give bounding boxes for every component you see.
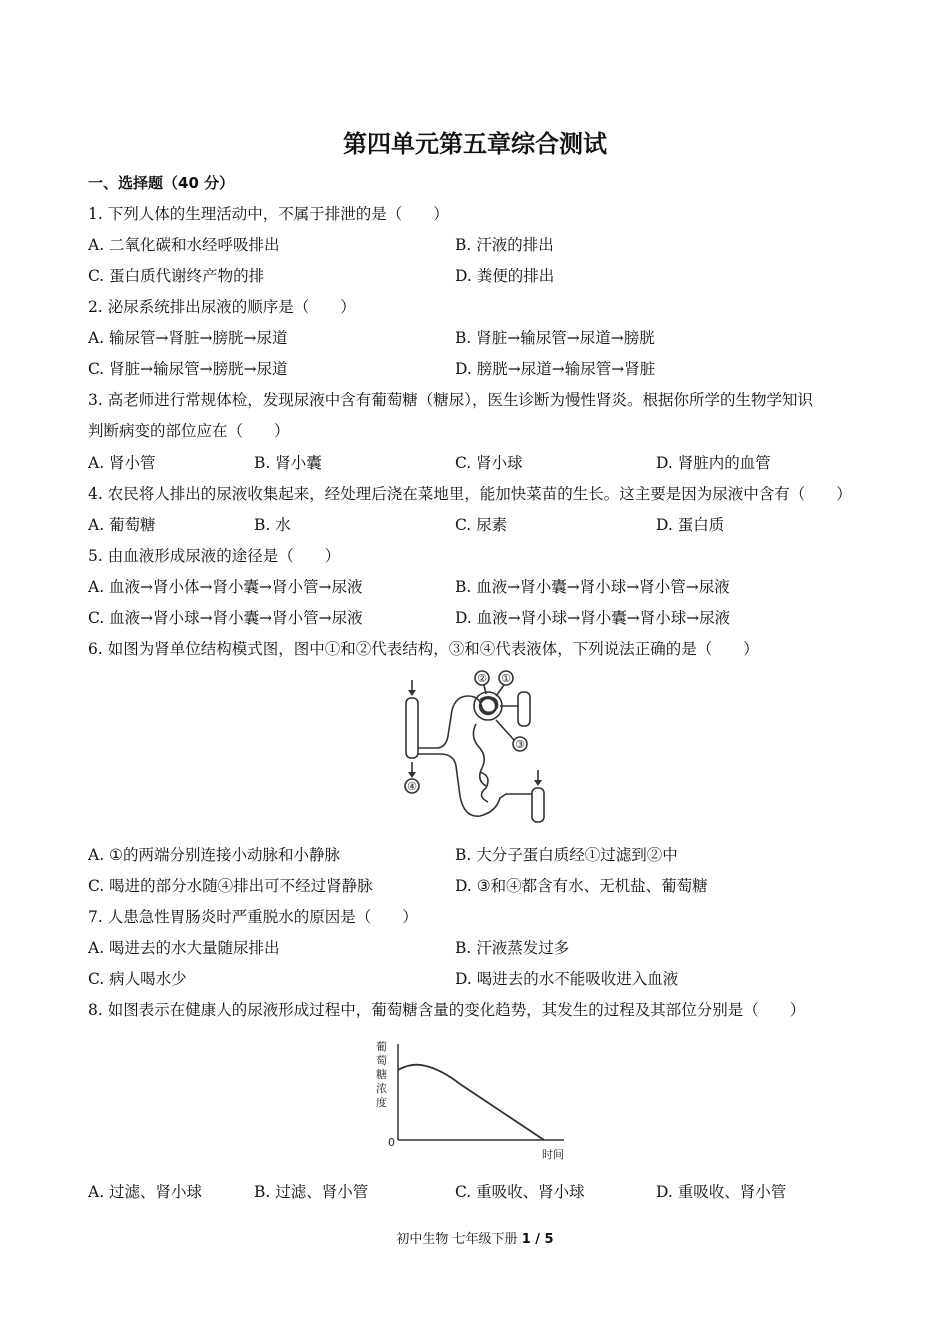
question-2-stem: 2. 泌尿系统排出尿液的顺序是（ ） <box>88 298 356 316</box>
nephron-diagram <box>396 666 556 830</box>
glucose-graph <box>364 1036 584 1166</box>
question-3-stem: 3. 高老师进行常规体检，发现尿液中含有葡萄糖（糖尿），医生诊断为慢性肾炎。根据你所学的生物学知识 <box>88 391 813 409</box>
q3-option-c: C. 肾小球 <box>455 454 523 472</box>
q6-option-d: D. ③和④都含有水、无机盐、葡萄糖 <box>455 877 708 895</box>
question-7-stem: 7. 人患急性胃肠炎时严重脱水的原因是（ ） <box>88 908 418 926</box>
q8-option-a: A. 过滤、肾小球 <box>88 1183 203 1201</box>
q4-option-a: A. 葡萄糖 <box>88 516 156 534</box>
loop-tubule <box>418 754 532 816</box>
graph-origin: 0 <box>388 1136 395 1149</box>
graph-ylabel-char-3: 糖 <box>376 1068 387 1081</box>
q1-option-d: D. 粪便的排出 <box>455 267 555 285</box>
nephron-label-4: ④ <box>407 780 417 793</box>
q2-option-c: C. 肾脏→输尿管→膀胱→尿道 <box>88 360 288 378</box>
graph-xlabel: 时间 <box>542 1148 564 1161</box>
page-number: 1 / 5 <box>521 1232 554 1247</box>
graph-ylabel-char-1: 葡 <box>376 1040 387 1053</box>
q2-option-b: B. 肾脏→输尿管→尿道→膀胱 <box>455 329 655 347</box>
q1-option-c: C. 蛋白质代谢终产物的排 <box>88 267 265 285</box>
q1-option-a: A. 二氧化碳和水经呼吸排出 <box>88 236 280 254</box>
page-footer <box>0 1228 950 1247</box>
q3-option-b: B. 肾小囊 <box>254 454 322 472</box>
question-6-stem: 6. 如图为肾单位结构模式图，图中①和②代表结构，③和④代表液体，下列说法正确的是（ ） <box>88 640 759 658</box>
question-5-stem: 5. 由血液形成尿液的途径是（ ） <box>88 547 341 565</box>
q5-option-a: A. 血液→肾小体→肾小囊→肾小管→尿液 <box>88 578 363 596</box>
q8-option-b: B. 过滤、肾小管 <box>254 1183 369 1201</box>
vein-tube <box>532 788 544 822</box>
q2-option-d: D. 膀胱→尿道→输尿管→肾脏 <box>455 360 656 378</box>
footer-text: 初中生物 七年级下册 <box>396 1232 522 1247</box>
nephron-label-2: ② <box>477 672 487 685</box>
q7-option-d: D. 喝进去的水不能吸收进入血液 <box>455 970 679 988</box>
outflow-arrow-head <box>408 772 416 778</box>
q6-option-c: C. 喝进的部分水随④排出可不经过肾静脉 <box>88 877 373 895</box>
graph-ylabel-char-5: 度 <box>376 1096 387 1109</box>
q4-option-c: C. 尿素 <box>455 516 508 534</box>
nephron-label-1: ① <box>501 672 511 685</box>
q8-option-c: C. 重吸收、肾小球 <box>455 1183 585 1201</box>
q4-option-d: D. 蛋白质 <box>656 516 725 534</box>
q1-option-b: B. 汗液的排出 <box>455 236 554 254</box>
q7-option-c: C. 病人喝水少 <box>88 970 187 988</box>
q2-option-a: A. 输尿管→肾脏→膀胱→尿道 <box>88 329 288 347</box>
q7-option-a: A. 喝进去的水大量随尿排出 <box>88 939 280 957</box>
question-3-stem-cont: 判断病变的部位应在（ ） <box>88 422 290 440</box>
graph-ylabel-char-4: 浓 <box>376 1082 387 1095</box>
question-4-stem: 4. 农民将人排出的尿液收集起来，经处理后浇在菜地里，能加快菜苗的生长。这主要是因为尿液中含有（ ） <box>88 485 852 503</box>
inflow-arrow-head <box>408 690 416 696</box>
q3-option-a: A. 肾小管 <box>88 454 156 472</box>
graph-ylabel-char-2: 萄 <box>376 1054 387 1067</box>
collecting-duct <box>406 698 418 758</box>
q4-option-b: B. 水 <box>254 516 291 534</box>
proximal-tubule <box>473 724 486 786</box>
question-8-stem: 8. 如图表示在健康人的尿液形成过程中，葡萄糖含量的变化趋势，其发生的过程及其部位分别是（ ） <box>88 1001 806 1019</box>
q8-option-d: D. 重吸收、肾小管 <box>656 1183 787 1201</box>
renal-vessel <box>518 692 530 726</box>
q5-option-b: B. 血液→肾小囊→肾小球→肾小管→尿液 <box>455 578 730 596</box>
question-1-stem: 1. 下列人体的生理活动中，不属于排泄的是（ ） <box>88 205 449 223</box>
vein-arrow-head <box>534 780 542 786</box>
page-title: 第四单元第五章综合测试 <box>343 130 607 158</box>
q5-option-c: C. 血液→肾小球→肾小囊→肾小管→尿液 <box>88 609 363 627</box>
nephron-label-3: ③ <box>515 738 525 751</box>
q6-option-a: A. ①的两端分别连接小动脉和小静脉 <box>88 846 340 864</box>
leader-1 <box>496 685 504 696</box>
q3-option-d: D. 肾脏内的血管 <box>656 454 771 472</box>
section-heading: 一、选择题（40 分） <box>88 174 235 192</box>
q7-option-b: B. 汗液蒸发过多 <box>455 939 570 957</box>
graph-curve <box>398 1065 544 1140</box>
q5-option-d: D. 血液→肾小球→肾小囊→肾小球→尿液 <box>455 609 731 627</box>
leader-3 <box>496 720 514 740</box>
q6-option-b: B. 大分子蛋白质经①过滤到②中 <box>455 846 678 864</box>
distal-tubule <box>418 696 482 748</box>
tubule-coil <box>480 772 488 802</box>
